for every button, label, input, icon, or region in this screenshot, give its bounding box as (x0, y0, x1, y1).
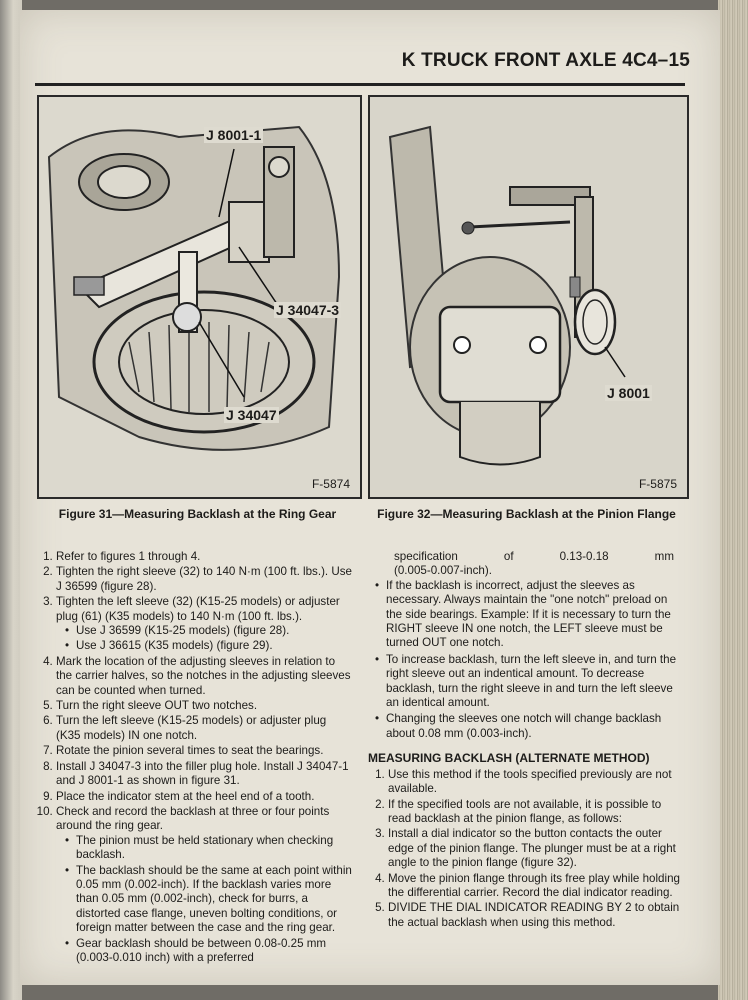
label-j8001: J 8001 (607, 385, 650, 401)
left-column-procedure (36, 550, 352, 966)
step-item: 3. Install a dial indicator so the button contacts the outer edge of the pinion flange. The plunger must be at a right angle to the pinion flange (figure 32). (388, 827, 680, 870)
figure-32-code: F-5875 (638, 477, 677, 491)
spec-unit: mm (654, 550, 674, 563)
spec-value: 0.13-0.18 (559, 550, 609, 563)
figure-32-pinion-flange (368, 95, 689, 499)
page-header: K TRUCK FRONT AXLE 4C4–15 (401, 50, 690, 71)
pinion-flange-illustration (370, 97, 687, 497)
sub-item: • Gear backlash should be between 0.08-0.25 mm (0.003-0.010 inch) with a preferred (76, 937, 352, 966)
sub-item: • The pinion must be held stationary when checking backlash. (76, 834, 352, 863)
step-item: 4. Mark the location of the adjusting sleeves in relation to the carrier halves, so the notches in the adjusting sleeves can be counted when turned. (56, 655, 352, 698)
step-item: 4. Move the pinion flange through its free play while holding the differential carrier. Record the dial indicator reading. (388, 872, 680, 901)
label-j34047: J 34047 (226, 407, 277, 423)
bullet-item: • To increase backlash, turn the left sleeve in, and turn the right sleeve out an indentical amount. To decrease backlash, turn the right sleeve in and turn the left sleeve an identical amount. (386, 653, 680, 711)
step-item: 7. Rotate the pinion several times to seat the bearings. (56, 744, 352, 758)
right-column-procedure (368, 550, 680, 931)
step-item: 9. Place the indicator stem at the heel end of a tooth. (56, 790, 352, 804)
backlash-steps-list (36, 550, 352, 965)
label-j8001-1: J 8001-1 (206, 127, 262, 143)
step-item: 3. Tighten the left sleeve (32) (K15-25 models) or adjuster plug (61) (K35 models) to 140 N·m (100 ft. lbs.). • Use J 36599 (K15-25 models) (figure 28). • Use J 36615 (K35 models) (figure 29). (56, 595, 352, 654)
step-item: 1. Refer to figures 1 through 4. (56, 550, 352, 564)
sub-item: • Use J 36615 (K35 models) (figure 29). (76, 639, 352, 653)
step-item: 6. Turn the left sleeve (K15-25 models) or adjuster plug (K35 models) IN one notch. (56, 714, 352, 743)
step-3-sublist (56, 624, 352, 654)
manual-page (20, 10, 720, 985)
spec-continuation (368, 550, 680, 579)
adjacent-page-edge (0, 0, 22, 1000)
sub-item: • Use J 36599 (K15-25 models) (figure 28). (76, 624, 352, 638)
spec-of: of (503, 550, 514, 563)
ring-gear-illustration (39, 97, 360, 497)
figure-31-caption: Figure 31—Measuring Backlash at the Ring Gear (58, 507, 337, 521)
label-j34047-3: J 34047-3 (276, 302, 340, 318)
step-item: 2. Tighten the right sleeve (32) to 140 N·m (100 ft. lbs.). Use J 36599 (figure 28). (56, 565, 352, 594)
bullet-item: • Changing the sleeves one notch will change backlash about 0.08 mm (0.003-inch). (386, 712, 680, 741)
spec-word: specification (394, 550, 458, 563)
step-item: 5. DIVIDE THE DIAL INDICATOR READING BY 2 to obtain the actual backlash when using this method. (388, 901, 680, 930)
sub-item: • The backlash should be the same at each point within 0.05 mm (0.002-inch). If the backlash varies more than 0.05 mm (0.002-inch), check for burrs, a distorted case flange, uneven bolting conditions, or foreign matter between the case and the ring gear. (76, 864, 352, 936)
step-10-sublist (56, 834, 352, 966)
section-title-alternate-method: MEASURING BACKLASH (ALTERNATE METHOD) (368, 751, 650, 766)
step-item: 2. If the specified tools are not available, it is possible to read backlash at the pinion flange, as follows: (388, 798, 680, 827)
step-item: 1. Use this method if the tools specified previously are not available. (388, 768, 680, 797)
figure-32-caption: Figure 32—Measuring Backlash at the Pinion Flange (377, 507, 676, 521)
spec-inch: (0.005-0.007-inch). (394, 564, 492, 578)
step-item: 8. Install J 34047-3 into the filler plug hole. Install J 34047-1 and J 8001-1 as shown in figure 31. (56, 760, 352, 789)
figure-31-ring-gear (37, 95, 362, 499)
alternate-steps-list (368, 768, 680, 930)
book-page-edges (718, 0, 748, 1000)
step-item: 10. Check and record the backlash at three or four points around the ring gear. • The pinion must be held stationary when checking backlash. • The backlash should be the same at each point within 0.05 mm (0.002-inch). If the backlash varies more than 0.05 mm (0.002-inch), check for burrs, a distorted case flange, uneven bolting conditions, or foreign matter between the case and the ring gear. • Gear backlash should be between 0.08-0.25 mm (0.003-0.010 inch) with a preferred (56, 805, 352, 965)
bullet-item: • If the backlash is incorrect, adjust the sleeves as necessary. Always maintain the "one notch" preload on the side bearings. Example: If it is necessary to turn the RIGHT sleeve IN one notch, the LEFT sleeve must be turned OUT one notch. (386, 579, 680, 651)
step-item: 5. Turn the right sleeve OUT two notches. (56, 699, 352, 713)
figure-31-code: F-5874 (311, 477, 350, 491)
adjustment-bullets (368, 579, 680, 741)
header-rule (35, 83, 685, 86)
